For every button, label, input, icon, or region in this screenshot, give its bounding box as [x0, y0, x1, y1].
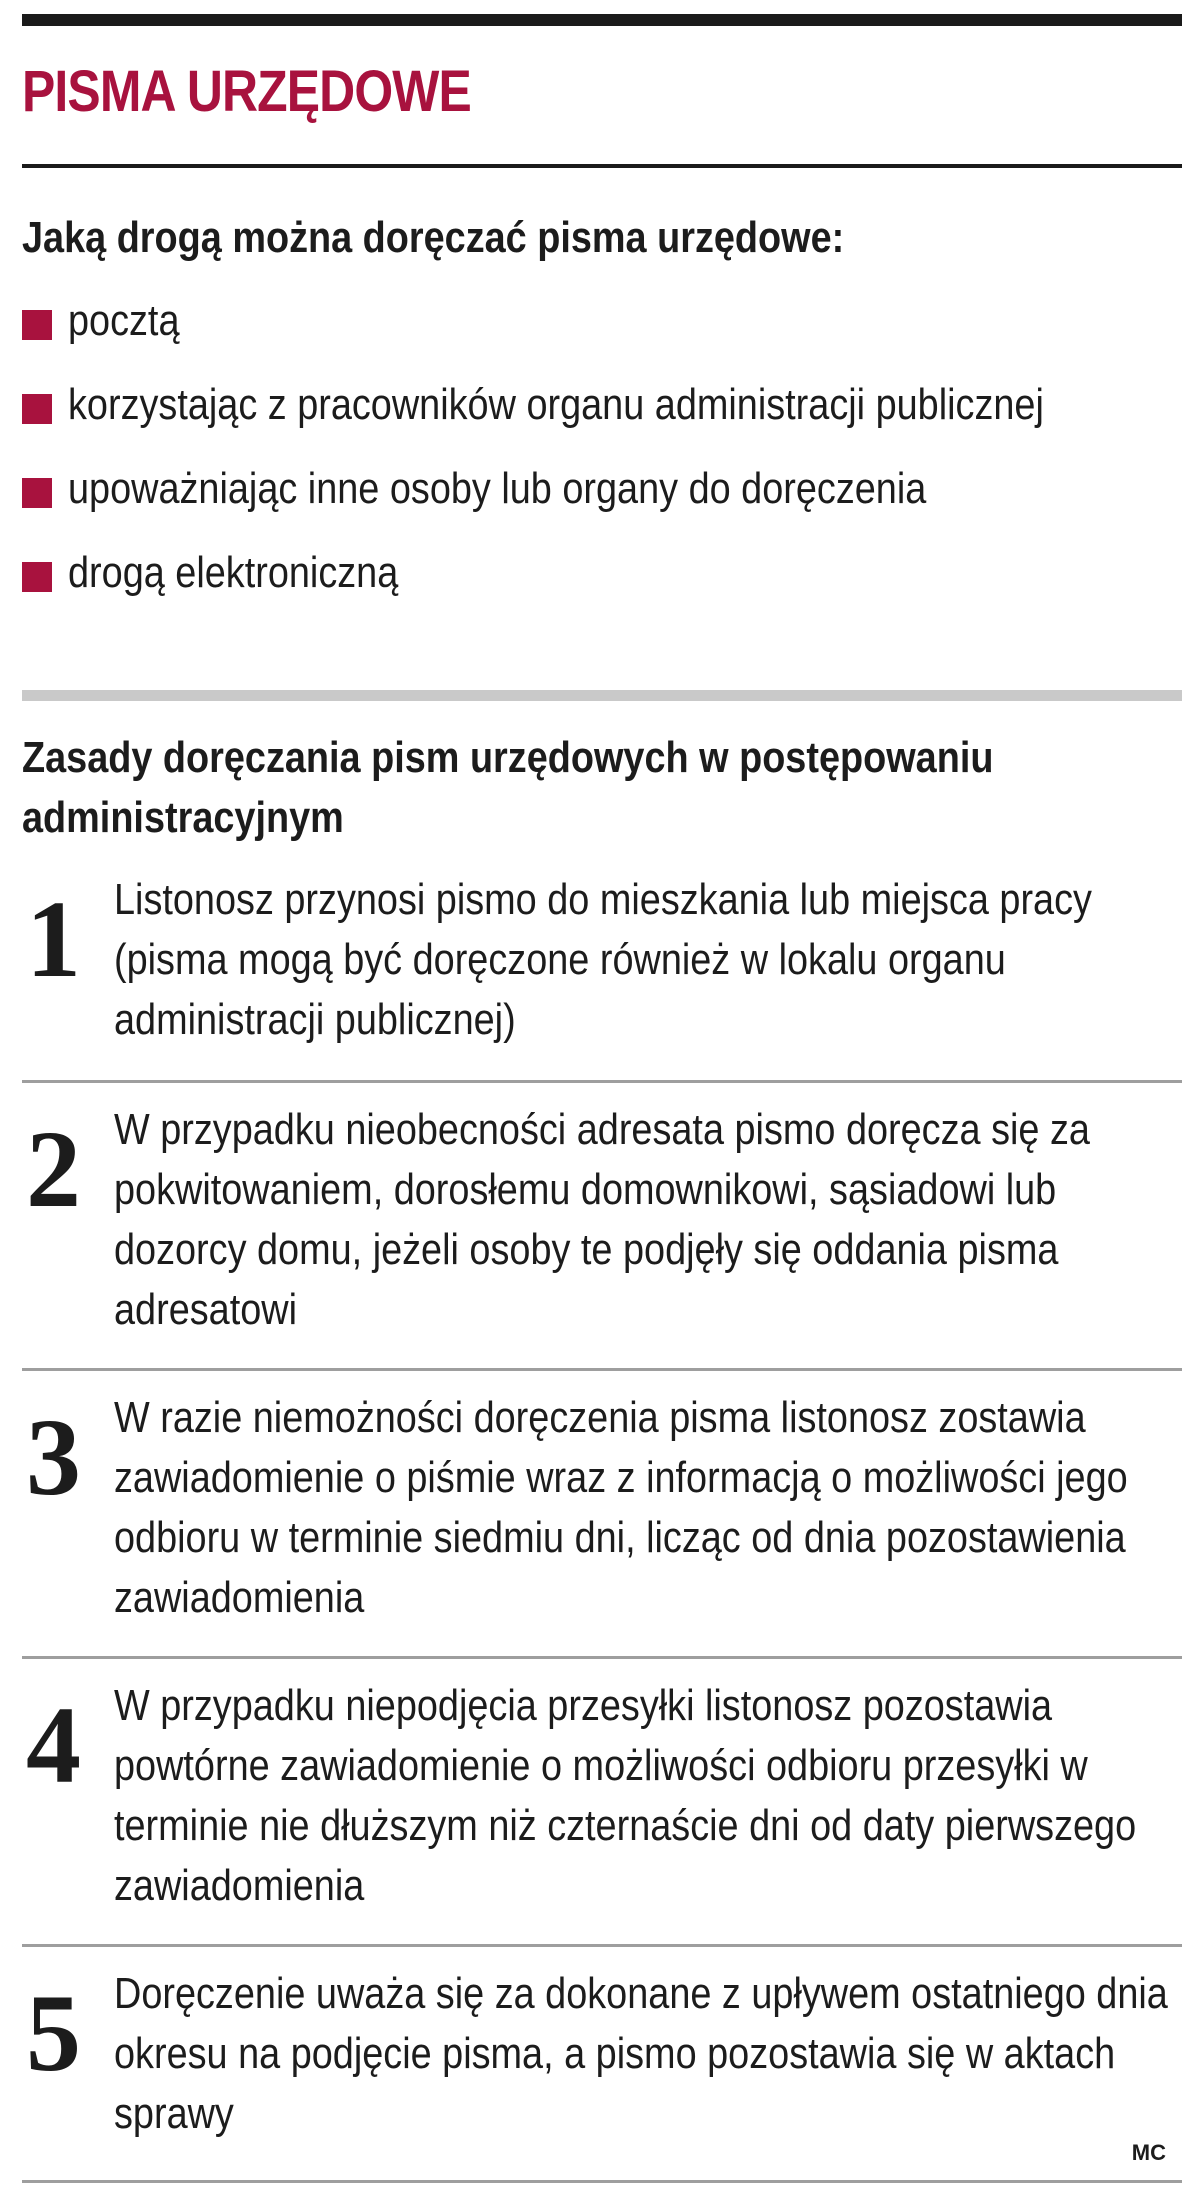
step-number: 1	[26, 878, 81, 1000]
step-text: Doręczenie uważa się za dokonane z upływem ostatniego dnia okresu na podjęcie pisma, a pismo pozostawia się w aktach sprawy	[114, 1969, 1168, 2138]
step-number: 2	[26, 1108, 81, 1230]
list-item	[22, 458, 1182, 520]
list-item	[22, 374, 1182, 436]
list-item	[22, 290, 1182, 352]
delivery-methods-list	[22, 290, 1182, 626]
top-bar	[22, 14, 1182, 26]
list-item	[22, 542, 1182, 604]
author-credit: MC	[1131, 2140, 1166, 2165]
rules-heading: Zasady doręczania pism urzędowych w postępowaniu administracyjnym	[22, 733, 994, 842]
list-item-text: korzystając z pracowników organu administracji publicznej	[68, 380, 1044, 429]
square-bullet-icon	[22, 478, 52, 508]
step-divider	[22, 1656, 1182, 1659]
step-number: 5	[26, 1972, 81, 2094]
step-text: W przypadku niepodjęcia przesyłki listonosz pozostawia powtórne zawiadomienie o możliwości odbioru przesyłki w terminie nie dłuższym niż czternaście dni od daty pierwszego zawiadomienia	[114, 1681, 1137, 1910]
step-divider	[22, 1080, 1182, 1083]
delivery-methods-heading: Jaką drogą można doręczać pisma urzędowe:	[22, 213, 845, 262]
step-number: 4	[26, 1684, 81, 1806]
bottom-divider	[22, 2180, 1182, 2183]
page-title: PISMA URZĘDOWE	[22, 59, 471, 124]
list-item-text: drogą elektroniczną	[68, 548, 399, 597]
square-bullet-icon	[22, 562, 52, 592]
step-text: Listonosz przynosi pismo do mieszkania lub miejsca pracy (pisma mogą być doręczone również w lokalu organu administracji publicznej)	[114, 875, 1092, 1044]
step-text: W przypadku nieobecności adresata pismo doręcza się za pokwitowaniem, dorosłemu domownikowi, sąsiadowi lub dozorcy domu, jeżeli osoby te podjęły się oddania pisma adresatowi	[114, 1105, 1090, 1334]
square-bullet-icon	[22, 394, 52, 424]
step-text: W razie niemożności doręczenia pisma listonosz zostawia zawiadomienie o piśmie wraz z informacją o możliwości jego odbioru w terminie siedmiu dni, licząc od dnia pozostawienia zawiadomienia	[114, 1393, 1128, 1622]
step-divider	[22, 1944, 1182, 1947]
infographic	[22, 0, 1182, 2194]
square-bullet-icon	[22, 310, 52, 340]
title-divider	[22, 164, 1182, 168]
list-item-text: pocztą	[68, 296, 180, 345]
step-divider	[22, 1368, 1182, 1371]
step-number: 3	[26, 1396, 81, 1518]
list-item-text: upoważniając inne osoby lub organy do doręczenia	[68, 464, 927, 513]
section-divider	[22, 690, 1182, 701]
